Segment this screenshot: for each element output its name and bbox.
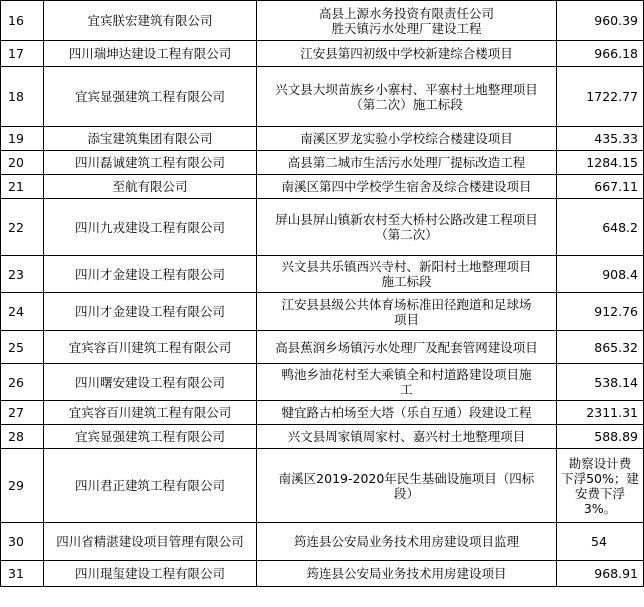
row-number: 29 (1, 449, 44, 523)
bid-amount: 960.39 (557, 1, 644, 41)
project-name: 兴文县大坝苗族乡小寨村、平寨村土地整理项目 （第二次）施工标段 (257, 67, 557, 127)
project-name: 南溪区第四中学校学生宿舍及综合楼建设项目 (257, 175, 557, 199)
project-name: 犍宜路古柏场至大塔（乐自互通）段建设工程 (257, 401, 557, 425)
project-name: 筠连县公安局业务技术用房建设项目监理 (257, 523, 557, 561)
row-number: 28 (1, 425, 44, 449)
bid-amount: 54 (557, 523, 644, 561)
row-number: 21 (1, 175, 44, 199)
bid-amount: 865.32 (557, 331, 644, 364)
bid-amount: 667.11 (557, 175, 644, 199)
table-row (1, 127, 644, 151)
table-row (1, 331, 644, 364)
project-name: 兴文县共乐镇西兴寺村、新阳村土地整理项目 施工标段 (257, 256, 557, 293)
company-name: 四川君正建筑工程有限公司 (44, 449, 257, 523)
table-row (1, 67, 644, 127)
project-name: 南溪区罗龙实验小学校综合楼建设项目 (257, 127, 557, 151)
row-number: 27 (1, 401, 44, 425)
table-row (1, 151, 644, 175)
table-row (1, 364, 644, 401)
project-name: 屏山县屏山镇新农村至大桥村公路改建工程项目 （第二次） (257, 199, 557, 256)
project-name: 高县上源水务投资有限责任公司 胜天镇污水处理厂建设工程 (257, 1, 557, 41)
row-number: 26 (1, 364, 44, 401)
project-name: 南溪区2019-2020年民生基础设施项目（四标 段） (257, 449, 557, 523)
bid-amount: 912.76 (557, 293, 644, 331)
table-row (1, 41, 644, 67)
bid-amount: 966.18 (557, 41, 644, 67)
bid-amount: 908.4 (557, 256, 644, 293)
project-name: 高县蕉润乡场镇污水处理厂及配套管网建设项目 (257, 331, 557, 364)
bid-amount: 538.14 (557, 364, 644, 401)
row-number: 16 (1, 1, 44, 41)
table-row (1, 449, 644, 523)
table-row (1, 293, 644, 331)
bid-amount: 1722.77 (557, 67, 644, 127)
table-row (1, 1, 644, 41)
project-name: 高县第二城市生活污水处理厂提标改造工程 (257, 151, 557, 175)
bid-amount: 2311.31 (557, 401, 644, 425)
row-number: 20 (1, 151, 44, 175)
row-number: 24 (1, 293, 44, 331)
project-name: 江安县县级公共体育场标准田径跑道和足球场 项目 (257, 293, 557, 331)
company-name: 宜宾容百川建筑工程有限公司 (44, 331, 257, 364)
company-name: 四川曙安建设工程有限公司 (44, 364, 257, 401)
bid-amount: 648.2 (557, 199, 644, 256)
company-name: 宜宾显强建筑工程有限公司 (44, 425, 257, 449)
row-number: 19 (1, 127, 44, 151)
row-number: 17 (1, 41, 44, 67)
company-name: 宜宾显强建筑工程有限公司 (44, 67, 257, 127)
company-name: 宜宾容百川建筑工程有限公司 (44, 401, 257, 425)
project-name: 江安县第四初级中学校新建综合楼项目 (257, 41, 557, 67)
table-row (1, 523, 644, 561)
company-name: 添宝建筑集团有限公司 (44, 127, 257, 151)
table-row (1, 175, 644, 199)
company-name: 四川九戎建设工程有限公司 (44, 199, 257, 256)
row-number: 30 (1, 523, 44, 561)
company-name: 四川磊诚建筑工程有限公司 (44, 151, 257, 175)
row-number: 31 (1, 561, 44, 587)
company-name: 四川瑞坤达建设工程有限公司 (44, 41, 257, 67)
row-number: 18 (1, 67, 44, 127)
bid-amount: 968.91 (557, 561, 644, 587)
table-row (1, 561, 644, 587)
row-number: 22 (1, 199, 44, 256)
row-number: 25 (1, 331, 44, 364)
bid-amount: 588.89 (557, 425, 644, 449)
bid-amount: 勘察设计费 下浮50%；建 安费下浮 3%。 (557, 449, 644, 523)
row-number: 23 (1, 256, 44, 293)
company-name: 四川琨玺建设工程有限公司 (44, 561, 257, 587)
company-name: 四川省精湛建设项目管理有限公司 (44, 523, 257, 561)
project-name: 筠连县公安局业务技术用房建设项目 (257, 561, 557, 587)
table-row (1, 425, 644, 449)
project-name: 兴文县周家镇周家村、嘉兴村土地整理项目 (257, 425, 557, 449)
table-row (1, 256, 644, 293)
company-name: 四川才金建设工程有限公司 (44, 293, 257, 331)
bid-amount: 435.33 (557, 127, 644, 151)
project-name: 鸭池乡油花村至大乘镇全和村道路建设项目施 工 (257, 364, 557, 401)
company-name: 宜宾朕宏建筑有限公司 (44, 1, 257, 41)
company-name: 至航有限公司 (44, 175, 257, 199)
company-name: 四川才金建设工程有限公司 (44, 256, 257, 293)
bid-amount: 1284.15 (557, 151, 644, 175)
table-row (1, 401, 644, 425)
table-row (1, 199, 644, 256)
